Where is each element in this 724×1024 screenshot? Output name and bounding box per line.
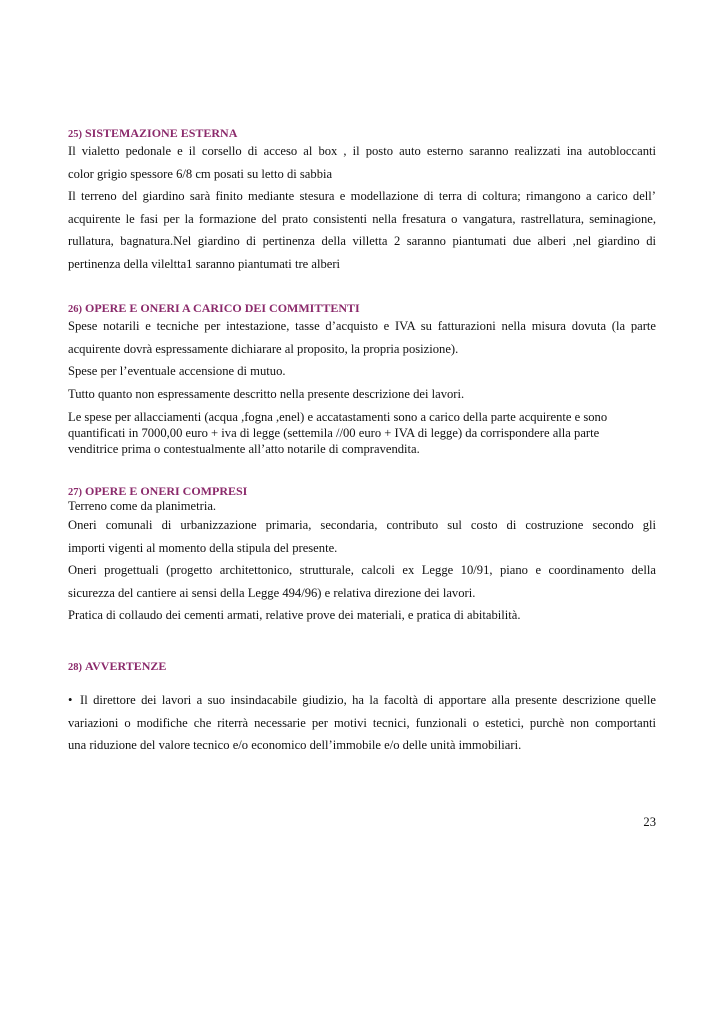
page-number: 23 bbox=[643, 815, 656, 829]
section-26 bbox=[68, 301, 656, 457]
paragraph-line: Pratica di collaudo dei cementi armati, relative prove dei materiali, e pratica di abitabilità. bbox=[68, 608, 521, 622]
section-heading bbox=[68, 484, 656, 498]
section-25 bbox=[68, 126, 656, 275]
paragraph-line: color grigio spessore 6/8 cm posati su letto di sabbia bbox=[68, 166, 333, 181]
bullet-icon: • bbox=[68, 693, 73, 707]
section-number: 26) bbox=[68, 304, 82, 315]
paragraph-line: Il vialetto pedonale e il corsello di acceso al box , il posto auto esterno saranno realizzati ina autobloccanti bbox=[68, 144, 656, 158]
section-number: 27) bbox=[68, 487, 82, 498]
paragraph-line: Le spese per allacciamenti (acqua ,fogna ,enel) e accatastamenti sono a carico della parte acquirente e sono bbox=[68, 410, 608, 424]
section-heading bbox=[68, 126, 656, 140]
section-heading bbox=[68, 301, 656, 315]
section-title: SISTEMAZIONE ESTERNA bbox=[85, 126, 238, 140]
section-28 bbox=[68, 659, 656, 757]
paragraph-line: Oneri comunali di urbanizzazione primaria, secondaria, contributo sul costo di costruzione secondo gli bbox=[68, 518, 656, 532]
paragraph-line: variazioni o modifiche che riterrà necessarie per motivi tecnici, funzionali o estetici, purchè non comportanti bbox=[68, 715, 656, 730]
paragraph-line: Spese notarili e tecniche per intestazione, tasse d’acquisto e IVA su fatturazioni nella misura dovuta (la parte bbox=[68, 319, 656, 333]
paragraph-line: Tutto quanto non espressamente descritto nella presente descrizione dei lavori. bbox=[68, 386, 465, 401]
section-title: OPERE E ONERI A CARICO DEI COMMITTENTI bbox=[85, 301, 360, 315]
paragraph-line: Oneri progettuali (progetto architettonico, strutturale, calcoli ex Legge 10/91, piano e coordinamento della bbox=[68, 563, 656, 577]
paragraph-line: venditrice prima o contestualmente all’atto notarile di compravendita. bbox=[68, 442, 420, 456]
section-number: 25) bbox=[68, 129, 82, 140]
paragraph-line: rullatura, bagnatura.Nel giardino di pertinenza della villetta 2 saranno piantumati due alberi ,nel giardino di bbox=[68, 234, 656, 248]
paragraph-line: importi vigenti al momento della stipula del presente. bbox=[68, 540, 338, 555]
bullet-item bbox=[68, 689, 656, 712]
paragraph-line: quantificati in 7000,00 euro + iva di legge (settemila //00 euro + IVA di legge) da corrispondere alla parte bbox=[68, 426, 600, 440]
section-title: OPERE E ONERI COMPRESI bbox=[85, 484, 248, 498]
paragraph-line: pertinenza della vileltta1 saranno piantumati tre alberi bbox=[68, 256, 341, 271]
paragraph-line: acquirente le fasi per la formazione del prato consistenti nella fresatura o vangatura, rastrellatura, seminagione, bbox=[68, 211, 656, 226]
section-title: AVVERTENZE bbox=[85, 659, 167, 673]
paragraph-line: Terreno come da planimetria. bbox=[68, 499, 217, 513]
paragraph-line: Il direttore dei lavori a suo insindacabile giudizio, ha la facoltà di apportare alla presente descrizione quelle bbox=[80, 693, 656, 707]
paragraph-line: Il terreno del giardino sarà finito mediante stesura e modellazione di terra di coltura; rimangono a carico dell’ bbox=[68, 189, 656, 203]
paragraph-line: sicurezza del cantiere ai sensi della Legge 494/96) e relativa direzione dei lavori. bbox=[68, 585, 476, 600]
section-number: 28) bbox=[68, 662, 82, 673]
section-heading bbox=[68, 659, 656, 673]
section-27 bbox=[68, 484, 656, 627]
paragraph-line: Spese per l’eventuale accensione di mutuo. bbox=[68, 364, 286, 378]
paragraph-line: una riduzione del valore tecnico e/o economico dell’immobile e/o delle unità immobiliari. bbox=[68, 738, 522, 752]
paragraph-line: acquirente dovrà espressamente dichiarare al proposito, la propria posizione). bbox=[68, 341, 459, 356]
